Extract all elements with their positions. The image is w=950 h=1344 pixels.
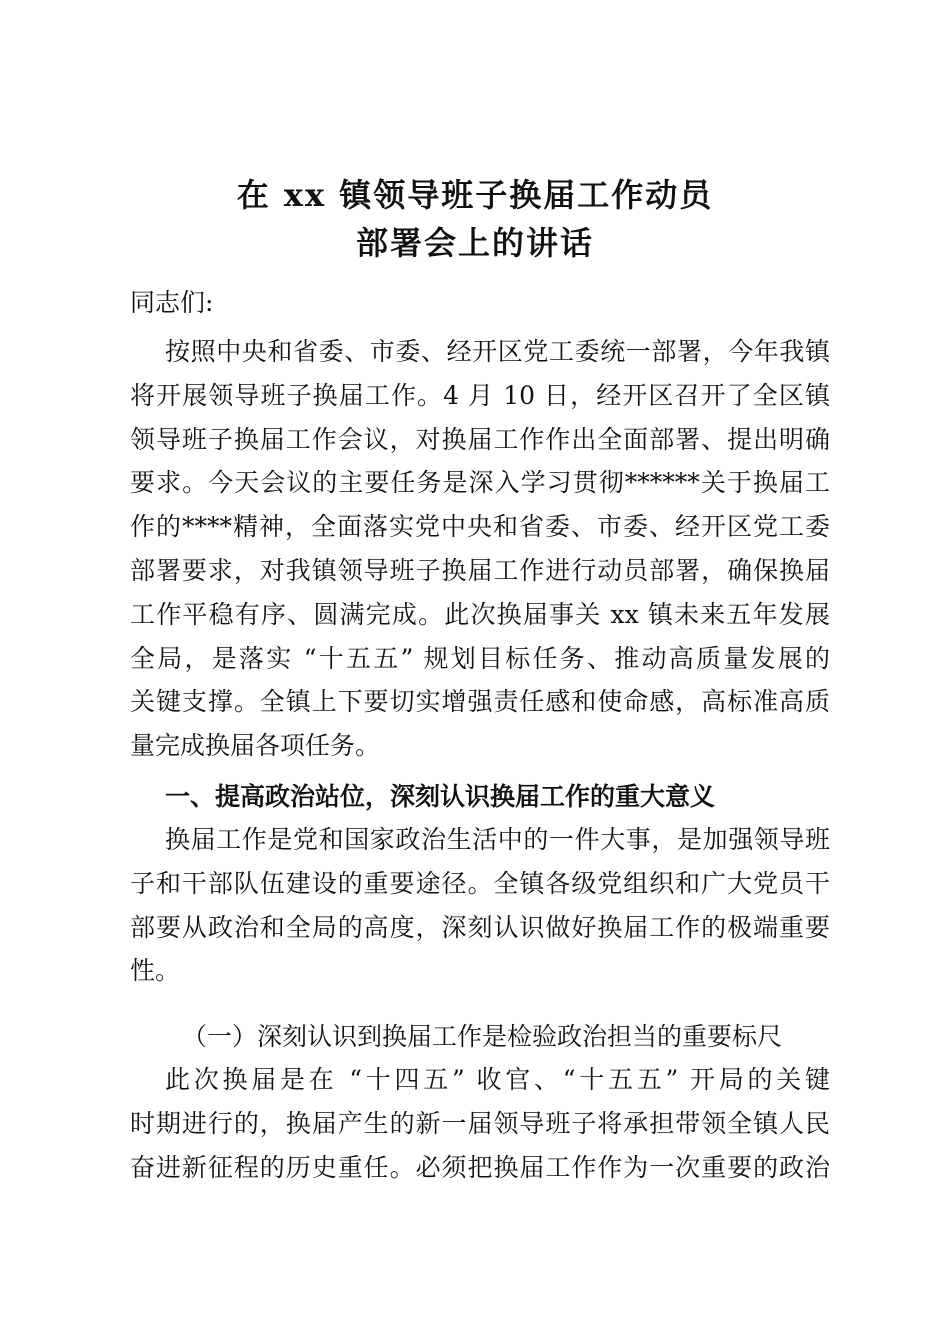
paragraph-line: 按照中央和省委、市委、经开区党工委统一部署，今年我镇: [165, 337, 830, 366]
paragraph-line: 换届工作是党和国家政治生活中的一件大事，是加强领导班: [165, 825, 830, 854]
paragraph-line: 子和干部队伍建设的重要途径。全镇各级党组织和广大党员干: [130, 868, 830, 898]
section-heading: 一、提高政治站位，深刻认识换届工作的重大意义: [165, 782, 716, 811]
salutation-text: 同志们:: [130, 288, 214, 317]
subsection-heading: （一）深刻认识到换届工作是检验政治担当的重要标尺: [182, 1022, 783, 1051]
paragraph-line: 领导班子换届工作会议，对换届工作作出全面部署、提出明确: [130, 424, 830, 454]
paragraph-line: 量完成换届各项任务。: [130, 731, 381, 761]
paragraph-line: 性。: [130, 956, 181, 986]
paragraph-1: [130, 330, 830, 768]
document-title-line-2: 部署会上的讲话: [355, 224, 594, 262]
paragraph-line: 全局，是落实 “十五五” 规划目标任务、推动高质量发展的: [130, 643, 830, 673]
paragraph-line: 时期进行的，换届产生的新一届领导班子将承担带领全镇人民: [130, 1108, 830, 1138]
paragraph-2: [130, 818, 830, 993]
subsection-1: [130, 1015, 830, 1059]
paragraph-line: 此次换届是在 “十四五” 收官、“十五五” 开局的关键: [165, 1065, 830, 1094]
paragraph-line: 将开展领导班子换届工作。4 月 10 日，经开区召开了全区镇: [130, 380, 830, 410]
document-title-line-1: 在 xx 镇领导班子换届工作动员: [236, 176, 714, 214]
paragraph-line: 工作平稳有序、圆满完成。此次换届事关 xx 镇未来五年发展: [130, 599, 830, 629]
paragraph-line: 作的****精神，全面落实党中央和省委、市委、经开区党工委: [130, 512, 830, 542]
paragraph-line: 关键支撑。全镇上下要切实增强责任感和使命感，高标准高质: [130, 687, 830, 717]
salutation: [130, 281, 830, 325]
paragraph-3: [130, 1058, 830, 1189]
paragraph-line: 部要从政治和全局的高度，深刻认识做好换届工作的极端重要: [130, 912, 830, 942]
paragraph-line: 要求。今天会议的主要任务是深入学习贯彻******关于换届工: [130, 468, 830, 498]
section-1: [130, 775, 830, 819]
paragraph-line: 部署要求，对我镇领导班子换届工作进行动员部署，确保换届: [130, 555, 830, 585]
paragraph-line: 奋进新征程的历史重任。必须把换届工作作为一次重要的政治: [130, 1152, 830, 1182]
